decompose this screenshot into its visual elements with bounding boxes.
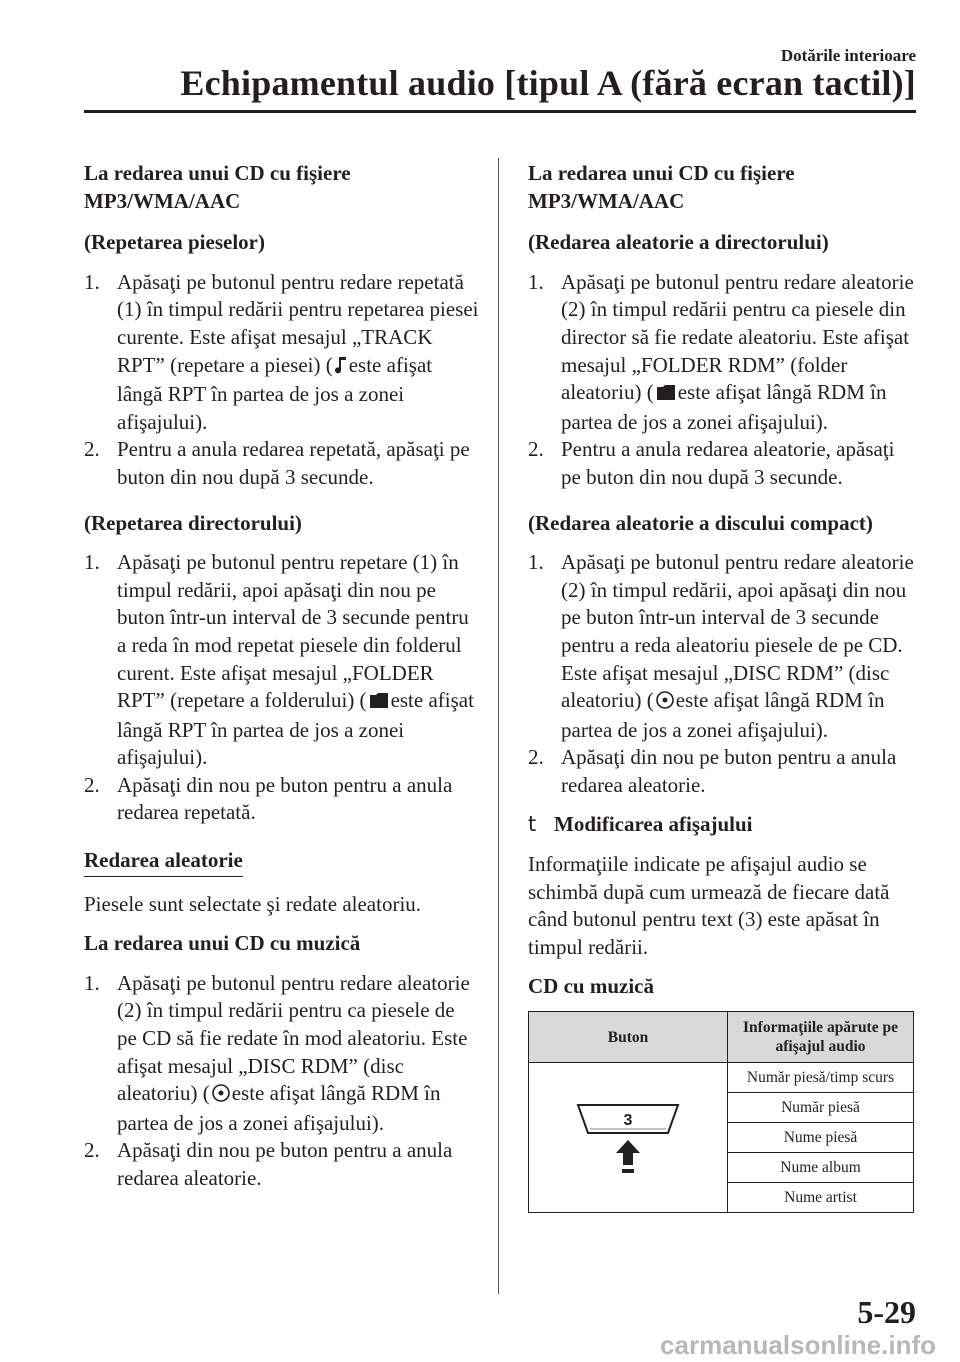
music-note-icon	[335, 354, 347, 382]
display-intro-text: Informaţiile indicate pe afişajul audio se schimbă după cum urmează de fiecare dată când butonul pentru text (3) este apăsat în timpul redării.	[528, 852, 890, 959]
disc-icon	[656, 689, 674, 717]
random-intro-text: Piesele sunt selectate şi redate aleatoriu.	[84, 891, 422, 916]
table-cell: Nume artist	[728, 1183, 914, 1213]
display-info-table	[528, 1011, 914, 1213]
table-cell: Nume piesă	[728, 1123, 914, 1153]
text-button-illustration	[568, 1085, 688, 1185]
music-random-steps	[84, 970, 479, 1193]
list-item: 1. Apăsaţi pe butonul pentru repetare (1) în timpul redării, apoi apăsaţi din nou pe buton într-un interval de 3 secunde pentru a reda în mod repetat piesele din folderul curent. Este afişat mesajul „FOLDER RPT” (repetare a folderului) ( este afişat lângă RPT în partea de jos a zonei afişajului).	[84, 550, 474, 770]
folder-random-steps	[528, 269, 918, 492]
table-header-info: Informaţiile apărute pe afişajul audio	[728, 1012, 914, 1063]
section-title-display: t Modificarea afişajului	[528, 811, 918, 839]
list-item: 1. Apăsaţi pe butonul pentru redare aleatorie (2) în timpul redării pentru ca piesele de pe CD să fie redate în mod aleatoriu. Este afişat mesajul „DISC RDM” (disc aleatoriu) ( este afişat lângă RDM în partea de jos a zonei afişajului).	[84, 970, 470, 1135]
heading-music-cd: La redarea unui CD cu muzică	[84, 931, 361, 956]
list-item: 2. Apăsaţi din nou pe buton pentru a anula redarea aleatorie.	[528, 745, 897, 797]
list-item: 1. Apăsaţi pe butonul pentru redare aleatorie (2) în timpul redării pentru ca piesele din director să fie redate aleatoriu. Este afişat mesajul „FOLDER RDM” (folder aleatoriu) ( este afişat lângă RDM în partea de jos a zonei afişajului).	[528, 269, 914, 434]
disc-icon	[212, 1082, 230, 1110]
heading-mp3-cd: La redarea unui CD cu fişiere MP3/WMA/AAC	[84, 161, 351, 213]
table-cell: Nume album	[728, 1153, 914, 1183]
subheading-disc-random: (Redarea aleatorie a discului compact)	[528, 510, 873, 535]
header-rule	[84, 110, 916, 113]
subheading-folder-repeat: (Repetarea directorului)	[84, 510, 302, 535]
page-title: Echipamentul audio [tipul A (fără ecran tactil)]	[180, 63, 916, 103]
subheading-folder-random: (Redarea aleatorie a directorului)	[528, 230, 829, 255]
heading-cd-music: CD cu muzică	[528, 974, 654, 999]
list-item: 1. Apăsaţi pe butonul pentru redare repetată (1) în timpul redării pentru repetarea piesei curente. Este afişat mesajul „TRACK RPT” (repetare a piesei) ( este afişat lângă RPT în partea de jos a zonei afişajului).	[84, 269, 479, 434]
table-cell: Număr piesă/timp scurs	[728, 1063, 914, 1093]
list-item: 1. Apăsaţi pe butonul pentru redare aleatorie (2) în timpul redării, apoi apăsaţi din nou pe buton într-un interval de 3 secunde pentru a reda aleatoriu piesele de pe CD. Este afişat mesajul „DISC RDM” (disc aleatoriu) ( este afişat lângă RDM în partea de jos a zonei afişajului).	[528, 550, 914, 742]
folder-repeat-steps	[84, 549, 479, 827]
bullet-marker: t	[528, 812, 537, 837]
watermark: carmanualsonline.info	[660, 1330, 936, 1360]
disc-random-steps	[528, 549, 918, 799]
right-column	[528, 160, 918, 1213]
button-illustration-cell	[529, 1063, 728, 1213]
table-header-button: Buton	[529, 1012, 728, 1063]
left-column	[84, 160, 479, 1205]
list-item: 2. Apăsaţi din nou pe buton pentru a anula redarea repetată.	[84, 772, 453, 825]
page-number: 5-29	[857, 1294, 916, 1330]
column-divider	[498, 158, 499, 1294]
header-section-label: Dotările interioare	[780, 46, 916, 65]
list-item: 2. Apăsaţi din nou pe buton pentru a anula redarea aleatorie.	[84, 1138, 453, 1190]
table-row	[529, 1063, 914, 1093]
table-cell: Număr piesă	[728, 1093, 914, 1123]
heading-mp3-cd-right: La redarea unui CD cu fişiere MP3/WMA/AAC	[528, 161, 795, 213]
subheading-track-repeat: (Repetarea pieselor)	[84, 230, 265, 255]
button-number-label: 3	[623, 1112, 633, 1130]
section-title-random: Redarea aleatorie	[84, 847, 243, 877]
folder-icon	[656, 381, 676, 409]
list-item: 2. Pentru a anula redarea aleatorie, apăsaţi pe buton din nou după 3 secunde.	[528, 437, 895, 489]
folder-icon	[369, 689, 389, 717]
track-repeat-steps	[84, 269, 479, 492]
list-item: 2. Pentru a anula redarea repetată, apăsaţi pe buton din nou după 3 secunde.	[84, 437, 470, 489]
press-arrow-icon	[616, 1140, 640, 1165]
